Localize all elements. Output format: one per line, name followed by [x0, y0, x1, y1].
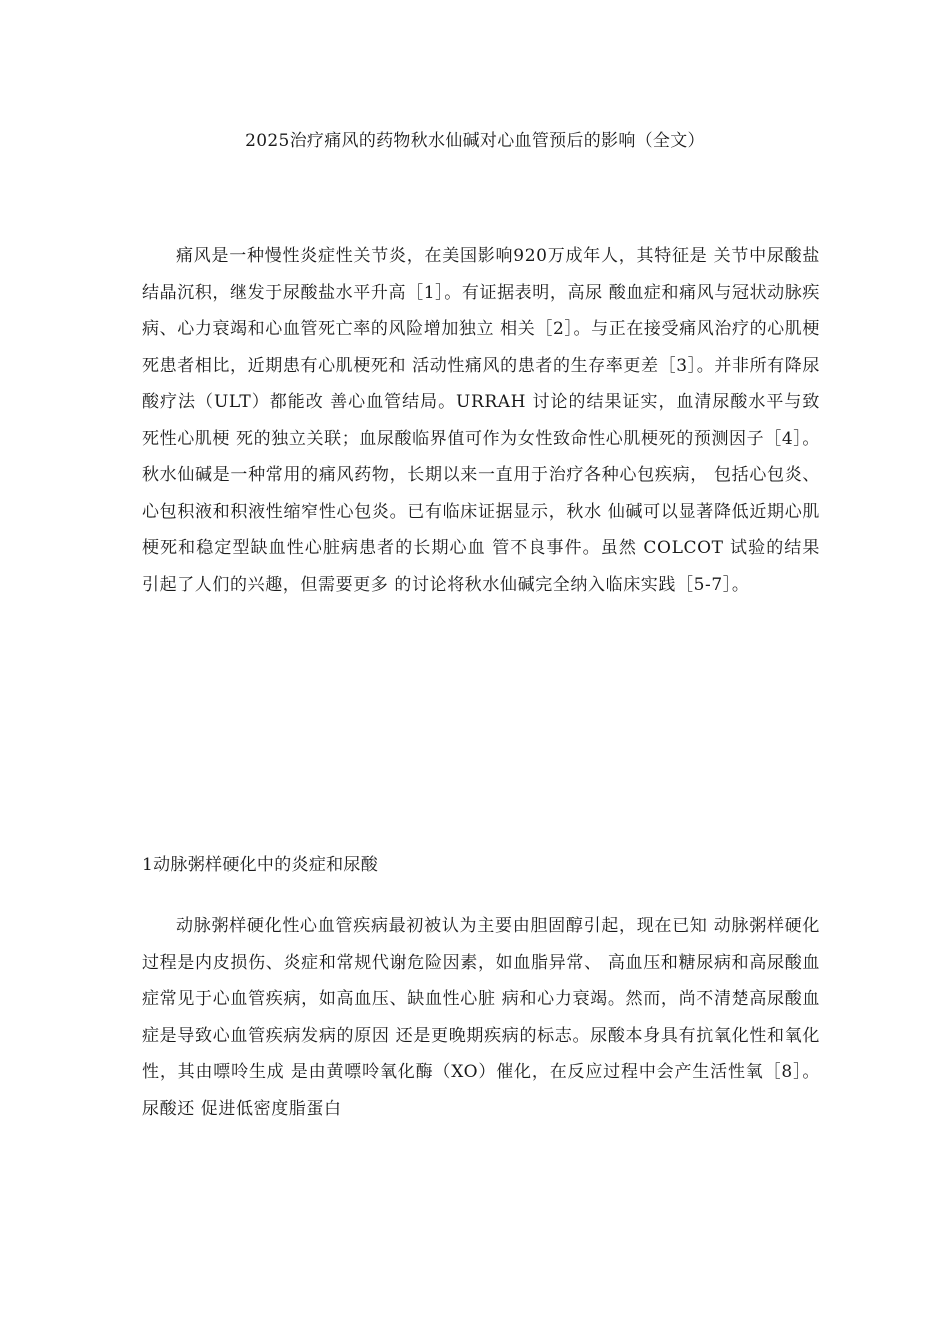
document-title: 2025治疗痛风的药物秋水仙碱对心血管预后的影响（全文） [245, 131, 705, 151]
section-heading-1: 1动脉粥样硬化中的炎症和尿酸 [142, 855, 379, 875]
paragraph-intro: 痛风是一种慢性炎症性关节炎，在美国影响920万成年人，其特征是 关节中尿酸盐结晶沉积，继发于尿酸盐水平升高［1］。有证据表明，高尿 酸血症和痛风与冠状动脉疾病、心力衰竭和心血管死亡率的风险增加独立 相关［2］。与正在接受痛风治疗的心肌梗死患者相比，近期患有心肌梗死和 活动性痛风的患者的生存率更差［3］。并非所有降尿酸疗法（ULT）都能改 善心血管结局。URRAH 讨论的结果证实，血清尿酸水平与致死性心肌梗 死的独立关联；血尿酸临界值可作为女性致命性心肌梗死的预测因子［4］。 秋水仙碱是一种常用的痛风药物，长期以来一直用于治疗各种心包疾病， 包括心包炎、心包积液和积液性缩窄性心包炎。已有临床证据显示，秋水 仙碱可以显著降低近期心肌梗死和稳定型缺血性心脏病患者的长期心血 管不良事件。虽然 COLCOT 试验的结果引起了人们的兴趣，但需要更多 的讨论将秋水仙碱完全纳入临床实践［5-7］。 [142, 246, 820, 595]
paragraph-section-1: 动脉粥样硬化性心血管疾病最初被认为主要由胆固醇引起，现在已知 动脉粥样硬化过程是内皮损伤、炎症和常规代谢危险因素，如血脂异常、 高血压和糖尿病和高尿酸血症常见于心血管疾病，如高血压、缺血性心脏 病和心力衰竭。然而，尚不清楚高尿酸血症是导致心血管疾病发病的原因 还是更晚期疾病的标志。尿酸本身具有抗氧化性和氧化性，其由嘌呤生成 是由黄嘌呤氧化酶（XO）催化，在反应过程中会产生活性氧［8］。尿酸还 促进低密度脂蛋白 [142, 916, 820, 1119]
